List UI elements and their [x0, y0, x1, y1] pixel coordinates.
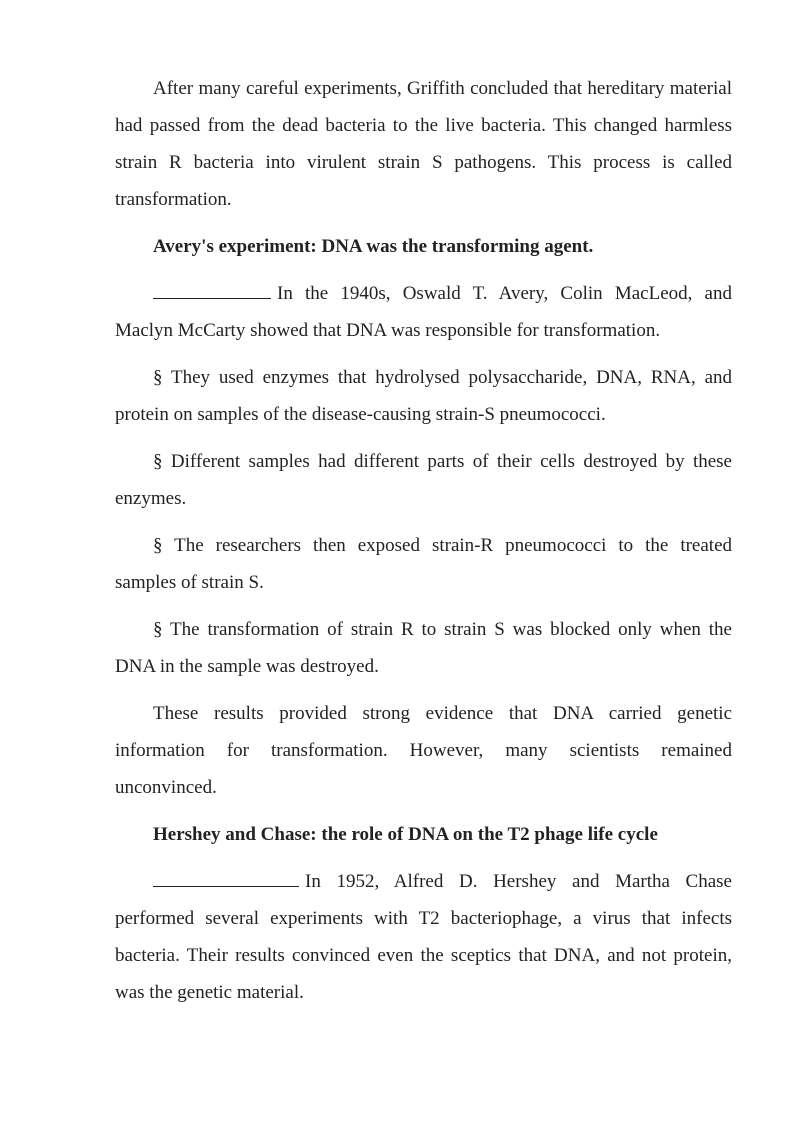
paragraph-transformation-blocked: § The transformation of strain R to strain S was blocked only when the DNA in the sample was destroyed.: [115, 619, 732, 677]
paragraph-avery-intro-text: In the 1940s, Oswald T. Avery, Colin MacLeod, and Maclyn McCarty showed that DNA was responsible for transformation.: [115, 283, 732, 341]
paragraph-hershey-chase-intro-text: In 1952, Alfred D. Hershey and Martha Chase performed several experiments with T2 bacteriophage, a virus that infects bacteria. Their results convinced even the sceptics that DNA, and not protein, was the genetic material.: [115, 871, 732, 1003]
document-page: [115, 70, 732, 1021]
paragraph-samples-destroyed: § Different samples had different parts of their cells destroyed by these enzymes.: [115, 451, 732, 509]
heading-hershey-chase: Hershey and Chase: the role of DNA on the T2 phage life cycle: [153, 824, 658, 845]
paragraph-strain-r-exposed: § The researchers then exposed strain-R pneumococci to the treated samples of strain S.: [115, 535, 732, 593]
fill-in-blank-line[interactable]: [153, 297, 271, 299]
paragraph-evidence: These results provided strong evidence that DNA carried genetic information for transformation. However, many scientists remained unconvinced.: [115, 703, 732, 798]
paragraph-griffith-conclusion: After many careful experiments, Griffith concluded that hereditary material had passed from the dead bacteria to the live bacteria. This changed harmless strain R bacteria into virulent strain S pathogens. This process is called transformation.: [115, 78, 732, 210]
paragraph-hershey-chase-intro: [115, 863, 732, 1011]
fill-in-blank-line[interactable]: [153, 885, 299, 887]
heading-avery-experiment: Avery's experiment: DNA was the transforming agent.: [153, 236, 594, 257]
paragraph-avery-intro: [115, 275, 732, 349]
paragraph-enzymes: § They used enzymes that hydrolysed polysaccharide, DNA, RNA, and protein on samples of the disease-causing strain-S pneumococci.: [115, 367, 732, 425]
